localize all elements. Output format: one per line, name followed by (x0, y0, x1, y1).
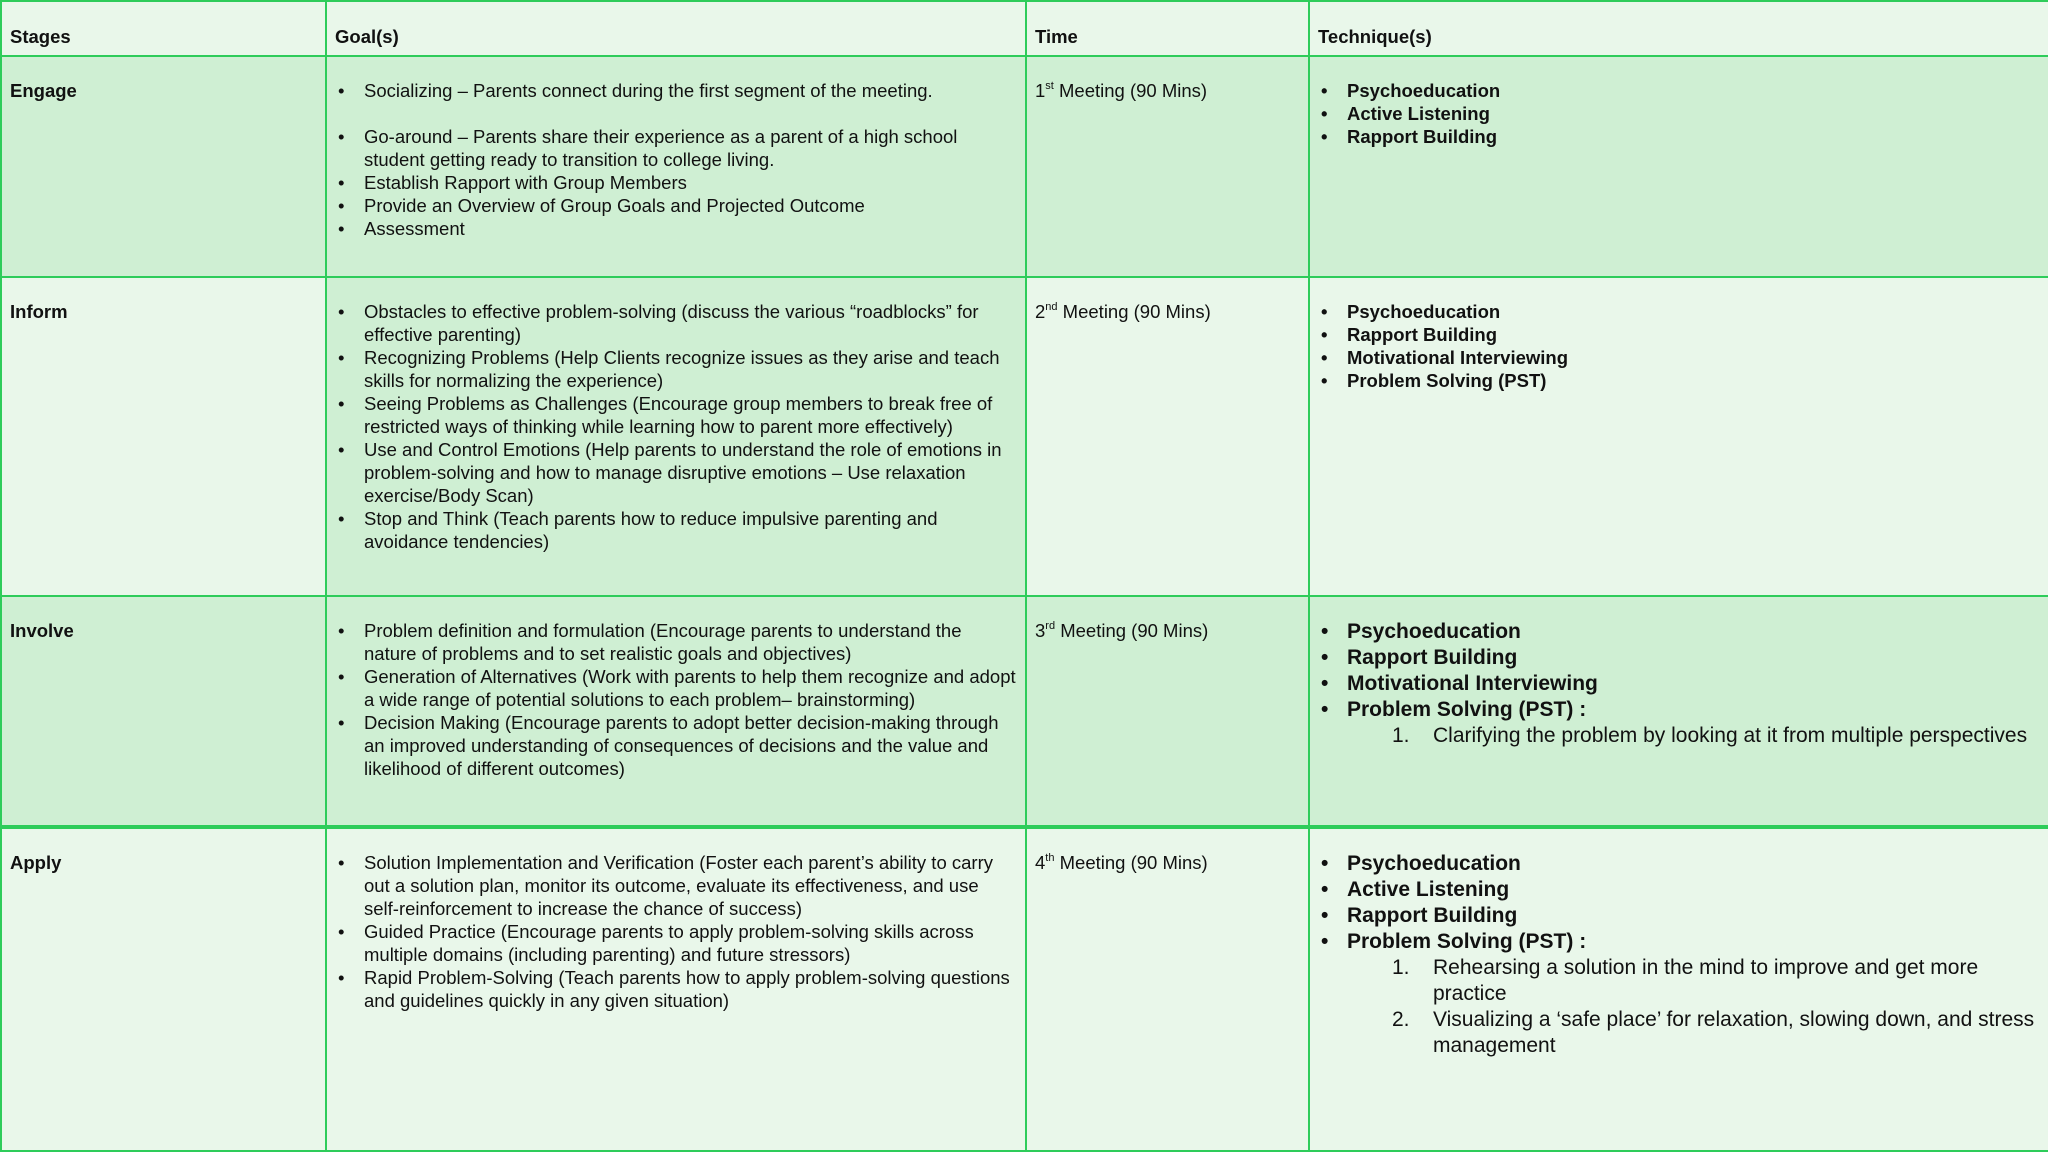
step-number: 2. (1392, 1007, 1410, 1031)
meeting-number: 2 (1035, 300, 1046, 322)
meeting-ordinal: th (1045, 851, 1055, 864)
techniques-cell (1309, 596, 2048, 827)
time-cell (1026, 596, 1309, 827)
technique-label: Problem Solving (PST) : (1347, 697, 1587, 721)
goals-cell (326, 827, 1026, 1151)
goal-item: • Establish Rapport with Group Members (335, 171, 1017, 194)
meeting-ordinal: st (1045, 79, 1054, 92)
goal-item: • Go-around – Parents share their experience as a parent of a high school student getting ready to transition to college living. (335, 125, 1017, 171)
time-cell (1026, 827, 1309, 1151)
meeting-number: 4 (1035, 851, 1046, 873)
goal-item: • Use and Control Emotions (Help parents to understand the role of emotions in problem-solving and how to manage disruptive emotions – Use relaxation exercise/Body Scan) (335, 438, 1017, 507)
header-stages: Stages (1, 1, 326, 56)
technique-item: • Motivational Interviewing (1318, 671, 2040, 697)
step-number: 1. (1392, 955, 1410, 979)
technique-step (1392, 1007, 2040, 1059)
technique-step (1392, 955, 2040, 1007)
meeting-duration: Meeting (90 Mins) (1053, 79, 1208, 101)
step-text: Visualizing a ‘safe place’ for relaxation, slowing down, and stress management (1433, 1007, 2035, 1057)
techniques-list (1318, 619, 2040, 749)
step-text: Rehearsing a solution in the mind to improve and get more practice (1433, 955, 1979, 1005)
step-text: Clarifying the problem by looking at it from multiple perspectives (1433, 723, 2028, 747)
stage-cell: Engage (1, 56, 326, 277)
technique-item: • Psychoeducation (1318, 300, 2040, 323)
table-row (1, 827, 2048, 1151)
goals-cell (326, 277, 1026, 596)
goal-item: • Problem definition and formulation (Encourage parents to understand the nature of problems and to set realistic goals and objectives) (335, 619, 1017, 665)
meeting-duration: Meeting (90 Mins) (1057, 300, 1211, 322)
header-time: Time (1026, 1, 1309, 56)
table-row (1, 596, 2048, 827)
techniques-list (1318, 300, 2040, 392)
technique-label: Problem Solving (PST) : (1347, 929, 1587, 953)
technique-steps (1347, 955, 2040, 1059)
stage-cell: Apply (1, 827, 326, 1151)
time-cell (1026, 277, 1309, 596)
table-header-row (1, 1, 2048, 56)
technique-item: • Active Listening (1318, 877, 2040, 903)
goal-item: • Recognizing Problems (Help Clients recognize issues as they arise and teach skills for normalizing the experience) (335, 346, 1017, 392)
techniques-list (1318, 79, 2040, 148)
goal-item: • Generation of Alternatives (Work with parents to help them recognize and adopt a wide range of potential solutions to each problem– brainstorming) (335, 665, 1017, 711)
goal-item: • Assessment (335, 217, 1017, 240)
techniques-cell (1309, 277, 2048, 596)
header-goals: Goal(s) (326, 1, 1026, 56)
stage-cell: Involve (1, 596, 326, 827)
technique-item: • Active Listening (1318, 102, 2040, 125)
technique-item: • Rapport Building (1318, 323, 2040, 346)
goals-cell (326, 56, 1026, 277)
table-row (1, 277, 2048, 596)
goals-list (335, 851, 1017, 1012)
meeting-number: 1 (1035, 79, 1046, 101)
technique-steps (1347, 723, 2040, 749)
technique-item: • Motivational Interviewing (1318, 346, 2040, 369)
meeting-duration: Meeting (90 Mins) (1054, 851, 1208, 873)
meeting-number: 3 (1035, 619, 1046, 641)
goal-item: • Solution Implementation and Verification (Foster each parent’s ability to carry out a solution plan, monitor its outcome, evaluate its effectiveness, and use self-reinforcement to increase the chance of success) (335, 851, 1017, 920)
techniques-cell (1309, 827, 2048, 1151)
goal-item: • Stop and Think (Teach parents how to reduce impulsive parenting and avoidance tendencies) (335, 507, 1017, 553)
goal-item: • Provide an Overview of Group Goals and Projected Outcome (335, 194, 1017, 217)
goal-item: • Seeing Problems as Challenges (Encourage group members to break free of restricted ways of thinking while learning how to parent more effectively) (335, 392, 1017, 438)
technique-item: • Rapport Building (1318, 903, 2040, 929)
step-number: 1. (1392, 723, 1410, 747)
goal-item: • Socializing – Parents connect during the first segment of the meeting. (335, 79, 1017, 102)
goals-cell (326, 596, 1026, 827)
technique-step (1392, 723, 2040, 749)
header-techniques: Technique(s) (1309, 1, 2048, 56)
techniques-cell (1309, 56, 2048, 277)
technique-item: • Psychoeducation (1318, 79, 2040, 102)
goal-item: • Obstacles to effective problem-solving (discuss the various “roadblocks” for effective parenting) (335, 300, 1017, 346)
goal-item: • Decision Making (Encourage parents to adopt better decision-making through an improved understanding of consequences of decisions and the value and likelihood of different outcomes) (335, 711, 1017, 780)
technique-item: • Rapport Building (1318, 125, 2040, 148)
stage-cell: Inform (1, 277, 326, 596)
meeting-ordinal: rd (1045, 619, 1056, 632)
time-cell (1026, 56, 1309, 277)
technique-item: • Psychoeducation (1318, 851, 2040, 877)
table-row (1, 56, 2048, 277)
technique-item: • Rapport Building (1318, 645, 2040, 671)
meeting-duration: Meeting (90 Mins) (1055, 619, 1209, 641)
technique-item (1318, 697, 2040, 749)
techniques-list (1318, 851, 2040, 1059)
goals-list (335, 300, 1017, 553)
meeting-ordinal: nd (1045, 300, 1058, 313)
goals-list (335, 79, 1017, 240)
goal-item: • Guided Practice (Encourage parents to apply problem-solving skills across multiple domains (including parenting) and future stressors) (335, 920, 1017, 966)
goal-item: • Rapid Problem-Solving (Teach parents how to apply problem-solving questions and guidelines quickly in any given situation) (335, 966, 1017, 1012)
technique-item: • Psychoeducation (1318, 619, 2040, 645)
technique-item (1318, 929, 2040, 1059)
technique-item: • Problem Solving (PST) (1318, 369, 2040, 392)
goals-list (335, 619, 1017, 780)
